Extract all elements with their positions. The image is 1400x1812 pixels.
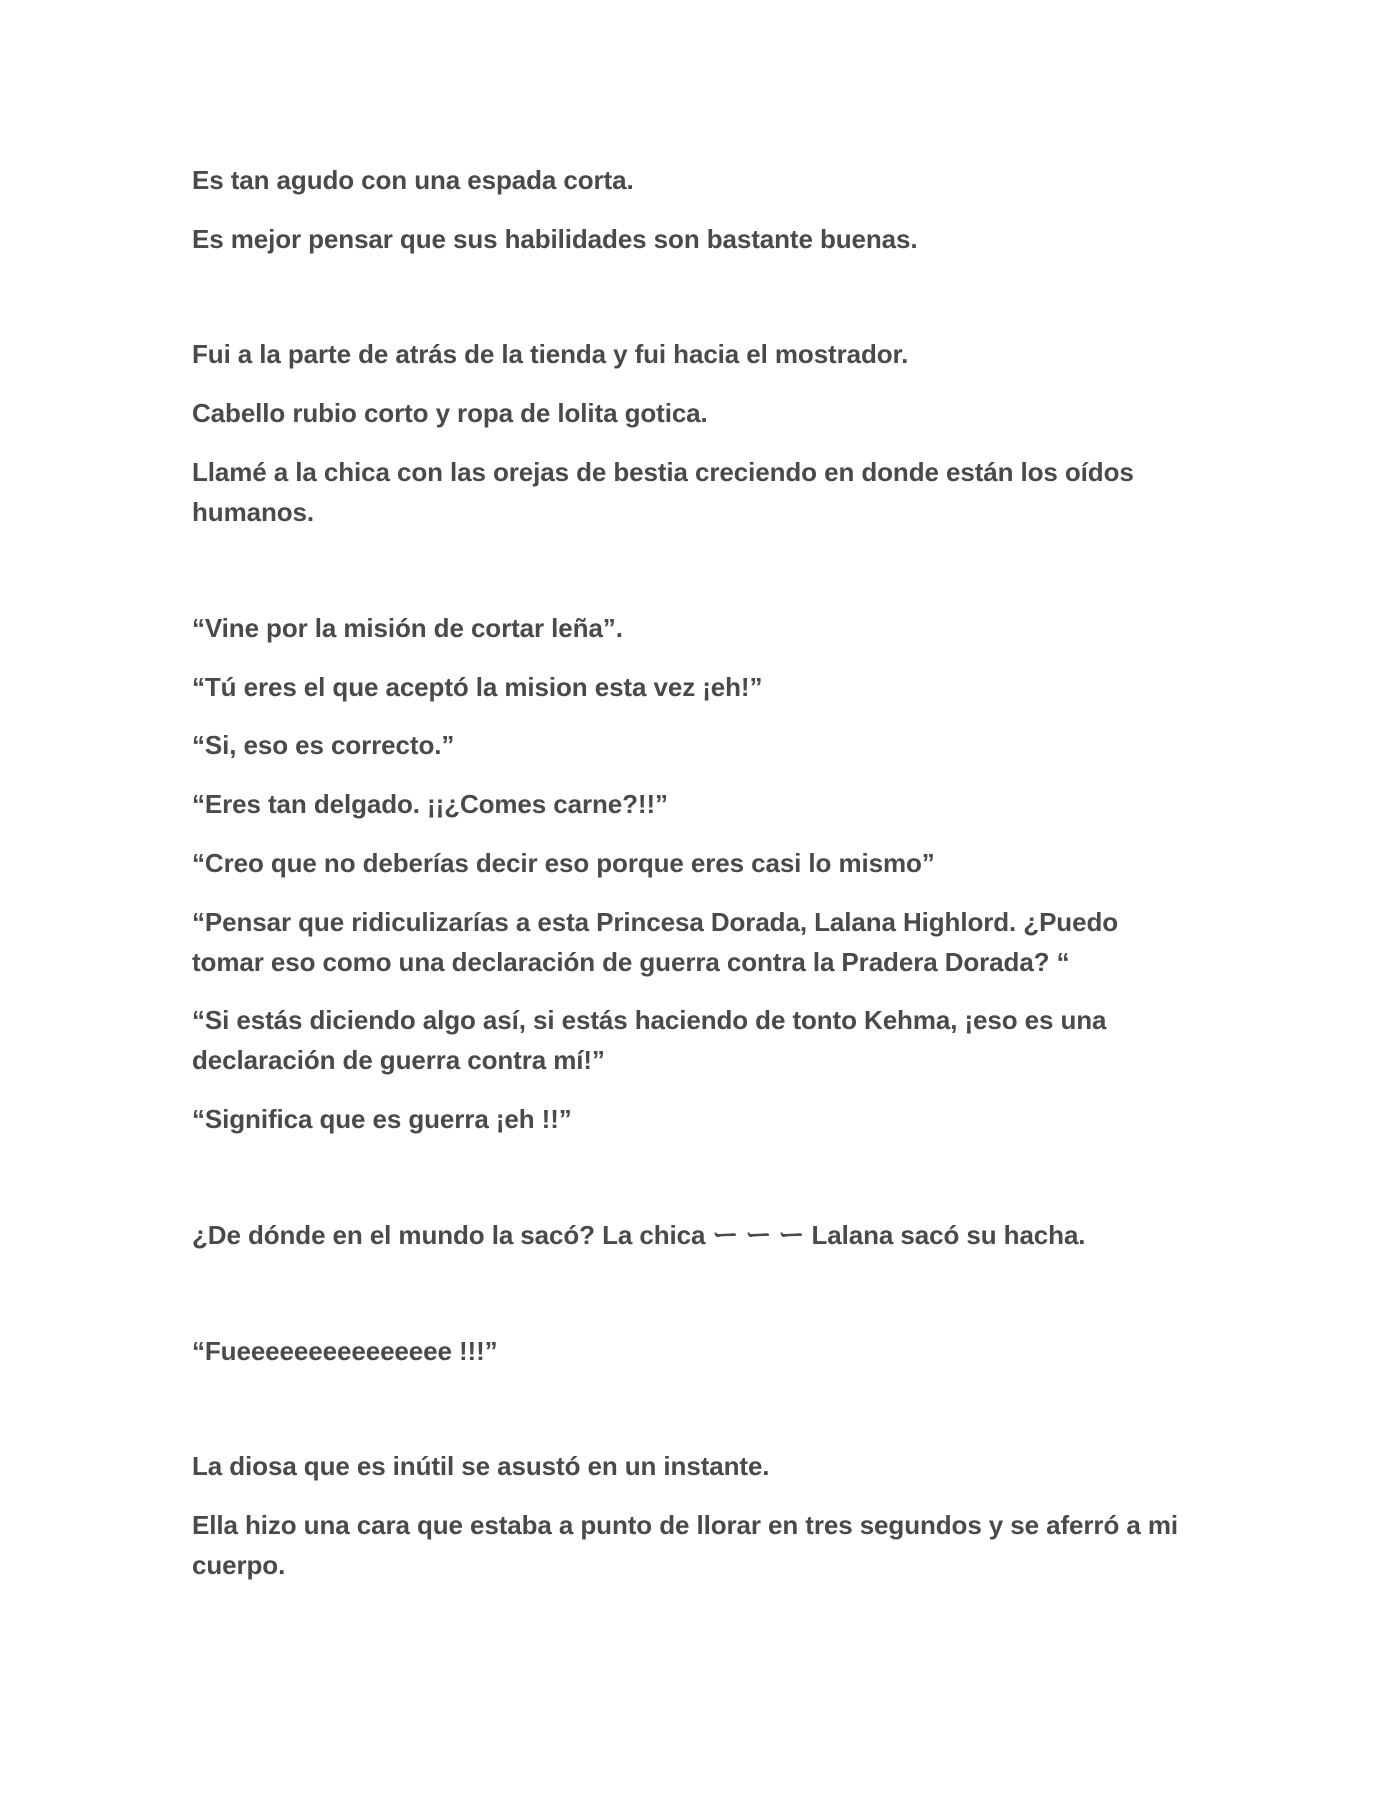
paragraph-16: La diosa que es inútil se asustó en un instante. (192, 1451, 770, 1481)
paragraph-13: “Significa que es guerra ¡eh !!” (192, 1104, 572, 1134)
paragraph-6: “Vine por la misión de cortar leña”. (192, 613, 623, 643)
paragraph-2: Es mejor pensar que sus habilidades son bastante buenas. (192, 224, 918, 254)
paragraph-7: “Tú eres el que aceptó la mision esta vez ¡eh!” (192, 672, 763, 702)
paragraph-1: Es tan agudo con una espada corta. (192, 165, 634, 195)
paragraph-8: “Si, eso es correcto.” (192, 730, 455, 760)
paragraph-14: ¿De dónde en el mundo la sacó? La chica ー ー ー Lalana sacó su hacha. (192, 1220, 1086, 1250)
paragraph-9: “Eres tan delgado. ¡¡¿Comes carne?!!” (192, 789, 668, 819)
paragraph-11: “Pensar que ridiculizarías a esta Princesa Dorada, Lalana Highlord. ¿Puedo tomar eso como una declaración de guerra contra la Pradera Dorada? “ (192, 907, 1119, 977)
paragraph-3: Fui a la parte de atrás de la tienda y fui hacia el mostrador. (192, 339, 909, 369)
paragraph-12: “Si estás diciendo algo así, si estás haciendo de tonto Kehma, ¡eso es una declaración de guerra contra mí!” (192, 1005, 1107, 1075)
paragraph-5: Llamé a la chica con las orejas de bestia creciendo en donde están los oídos humanos. (192, 457, 1134, 527)
paragraph-10: “Creo que no deberías decir eso porque eres casi lo mismo” (192, 848, 935, 878)
paragraph-15: “Fueeeeeeeeeeeeeee !!!” (192, 1336, 498, 1366)
paragraph-17: Ella hizo una cara que estaba a punto de llorar en tres segundos y se aferró a mi cuerpo. (192, 1510, 1178, 1580)
paragraph-4: Cabello rubio corto y ropa de lolita gotica. (192, 398, 708, 428)
